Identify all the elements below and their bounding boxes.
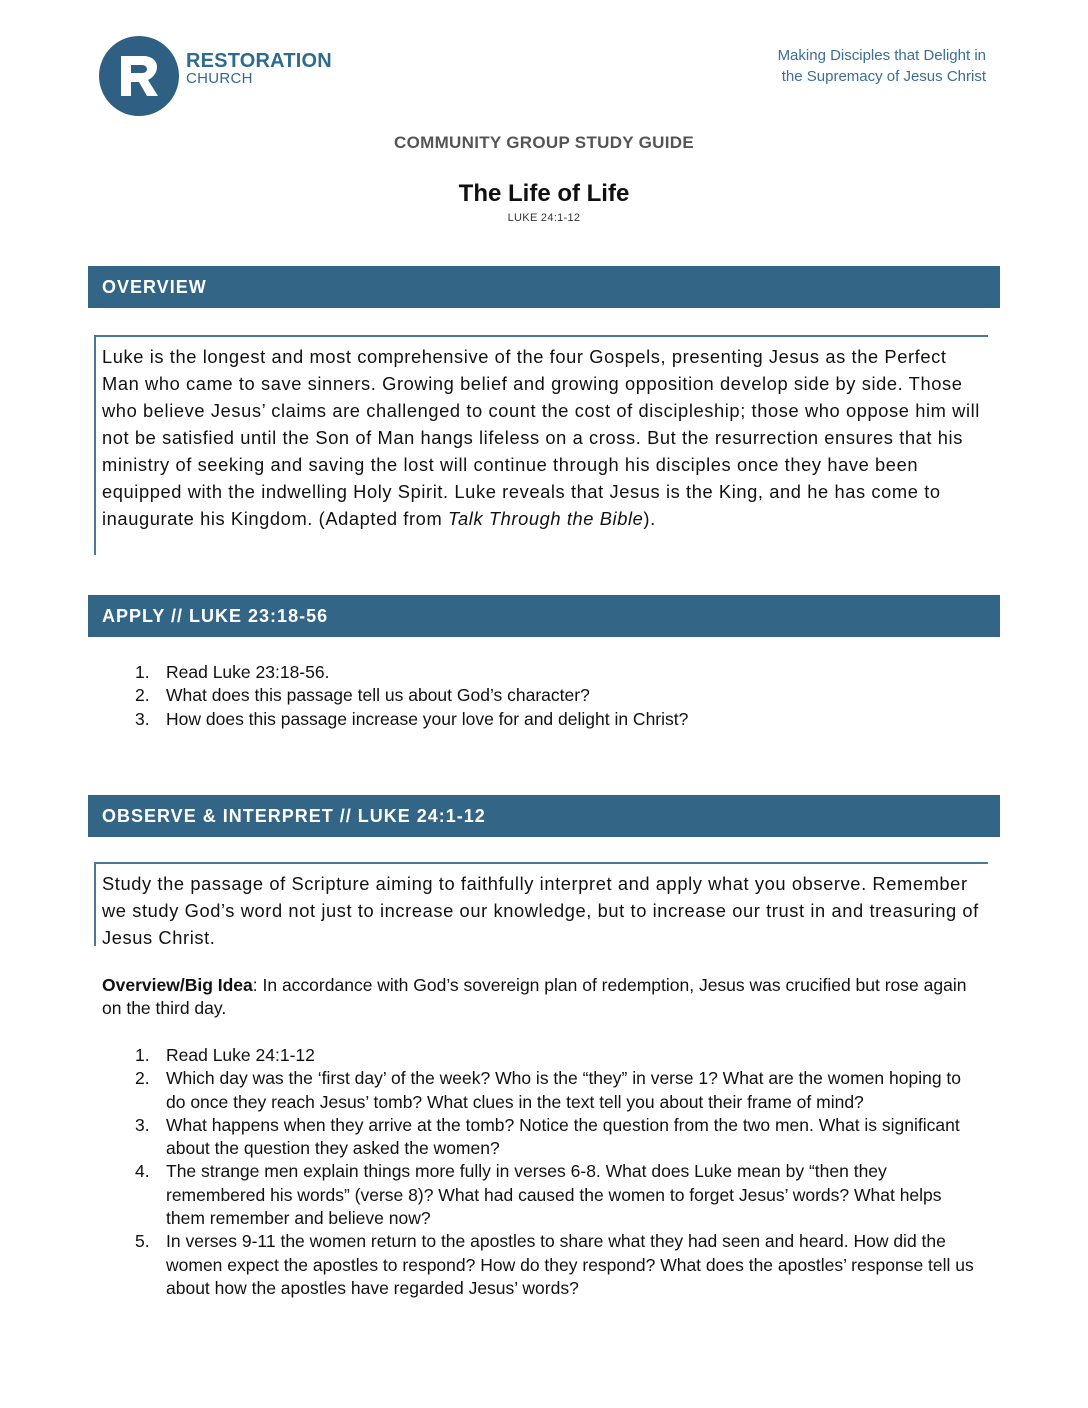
overview-source-title: Talk Through the Bible — [447, 508, 644, 529]
tagline-line-2: the Supremacy of Jesus Christ — [781, 68, 986, 85]
tagline-line-1: Making Disciples that Delight in — [777, 47, 986, 64]
overview-text: Luke is the longest and most comprehensive of the four Gospels, presenting Jesus as the Perfect Man who came to save sinners. Growing belief and growing opposition develop side by side. Those who believe Jesus’ claims are challenged to count the cost of discipleship; those who oppose him will not be satisfied until the Son of Man hangs lifeless on a cross. But the resurrection ensures that his ministry of seeking and saving the lost will continue through his disciples once they have been equipped with the indwelling Holy Spirit. Luke reveals that Jesus is the King, and he has come to inaugurate his Kingdom. (Adapted from — [102, 346, 980, 529]
list-number: 1. — [135, 662, 150, 682]
big-idea-text: : In accordance with God’s sovereign plan of redemption, Jesus was crucified but rose again on the third day. — [102, 975, 967, 1019]
list-item — [102, 1230, 982, 1300]
list-number: 2. — [135, 1068, 150, 1089]
list-text: Read Luke 23:18-56. — [166, 662, 330, 682]
logo-name: RESTORATION — [186, 50, 332, 72]
big-idea-label: Overview/Big Idea — [102, 975, 253, 995]
list-item — [102, 1044, 982, 1067]
list-item — [102, 661, 982, 684]
observe-list — [102, 1044, 982, 1300]
list-item — [102, 1160, 982, 1230]
observe-callout — [94, 862, 988, 946]
list-number: 5. — [135, 1231, 150, 1252]
list-number: 1. — [135, 1045, 150, 1065]
observe-heading: OBSERVE & INTERPRET // LUKE 24:1-12 — [88, 795, 1000, 837]
logo-subtitle: CHURCH — [186, 70, 253, 87]
list-number: 2. — [135, 685, 150, 706]
apply-list — [102, 661, 982, 731]
observe-intro: Study the passage of Scripture aiming to faithfully interpret and apply what you observe. Remember we study God’s word not just to increase our knowledge, but to increase our trust in and treasuring of Jesus Christ. — [102, 873, 979, 948]
apply-heading: APPLY // LUKE 23:18-56 — [88, 595, 1000, 637]
page-title: The Life of Life — [458, 180, 630, 207]
tagline — [778, 45, 986, 87]
list-number: 3. — [135, 1114, 150, 1135]
overview-text-end: ). — [643, 508, 656, 529]
list-number: 3. — [135, 708, 150, 729]
list-text: Read Luke 24:1-12 — [166, 1045, 315, 1065]
list-item — [102, 1067, 982, 1114]
list-text: What does this passage tell us about God’s character? — [166, 685, 590, 706]
overview-heading: OVERVIEW — [88, 266, 1000, 308]
list-item — [102, 684, 982, 707]
church-logo — [99, 36, 399, 118]
list-text: The strange men explain things more fully in verses 6-8. What does Luke mean by “then they remembered his words” (verse 8)? What had caused the women to forget Jesus’ words? What helps them remember and believe now? — [166, 1161, 942, 1229]
list-item — [102, 708, 982, 731]
logo-r-icon — [99, 36, 179, 116]
list-number: 4. — [135, 1161, 150, 1182]
list-item — [102, 1114, 982, 1161]
list-text: What happens when they arrive at the tomb? Notice the question from the two men. What is significant about the question they asked the women? — [166, 1114, 960, 1159]
guide-label: COMMUNITY GROUP STUDY GUIDE — [394, 133, 694, 152]
big-idea — [102, 974, 972, 1021]
list-text: Which day was the ‘first day’ of the week? Who is the “they” in verse 1? What are the women hoping to do once they reach Jesus’ tomb? What clues in the text tell you about their frame of mind? — [166, 1068, 962, 1112]
scripture-reference: LUKE 24:1-12 — [507, 212, 581, 224]
overview-callout — [94, 335, 988, 555]
list-text: In verses 9-11 the women return to the apostles to share what they had seen and heard. How did the women expect the apostles to respond? How do they respond? What does the apostles’ response tell us about how the apostles have regarded Jesus’ words? — [166, 1231, 974, 1298]
list-text: How does this passage increase your love for and delight in Christ? — [166, 708, 689, 729]
